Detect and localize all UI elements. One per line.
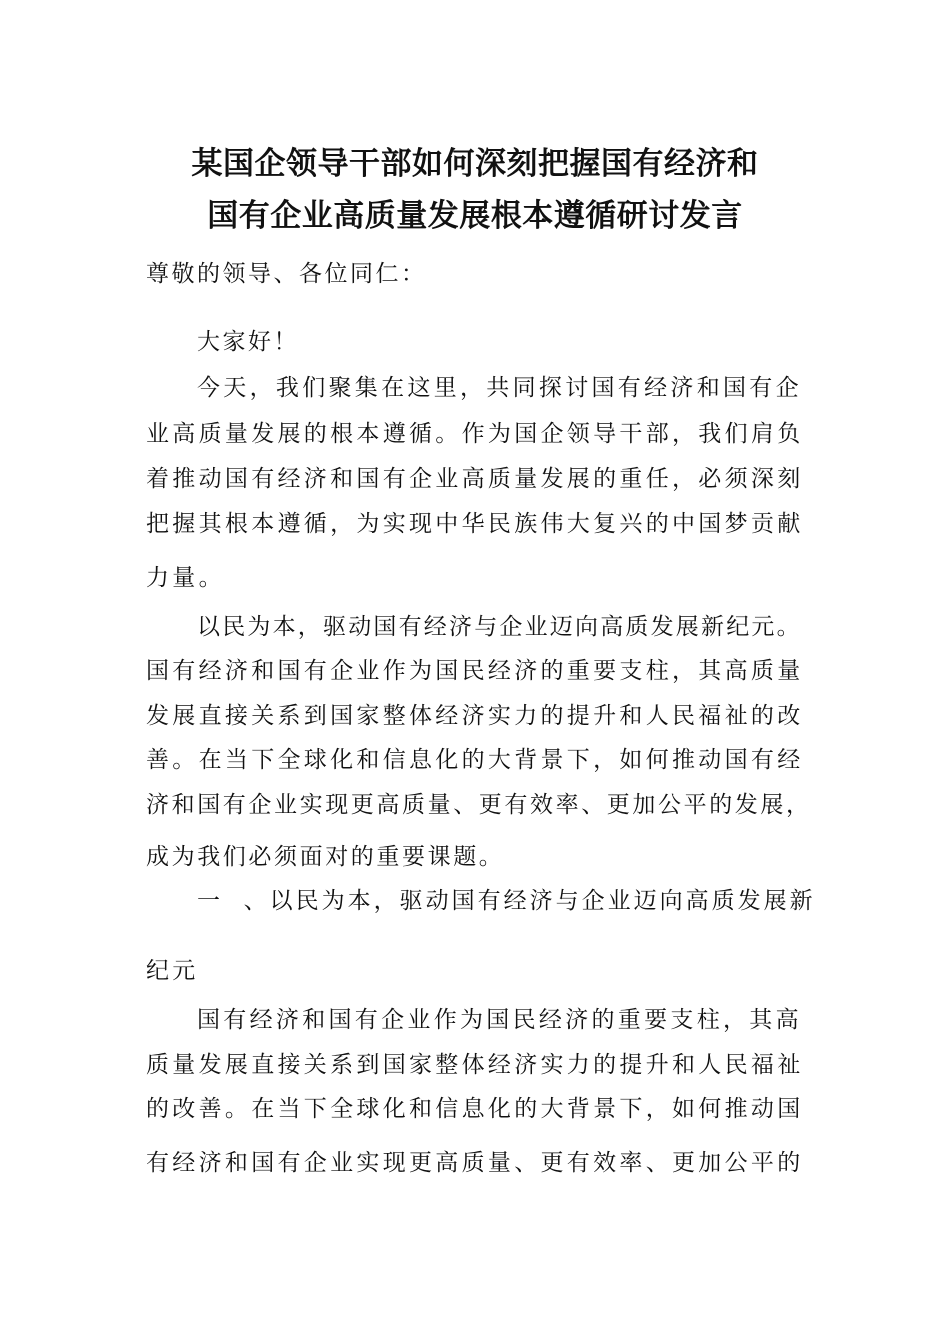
paragraph-2-line: 发展直接关系到国家整体经济实力的提升和人民福祉的改 — [146, 703, 804, 729]
paragraph-1-line: 今天，我们聚集在这里，共同探讨国有经济和国有企 — [197, 375, 802, 401]
paragraph-3-line: 有经济和国有企业实现更高质量、更有效率、更加公平的 — [146, 1150, 804, 1176]
paragraph-1-line: 着推动国有经济和国有企业高质量发展的重任，必须深刻 — [146, 466, 804, 492]
paragraph-2-line: 国有经济和国有企业作为国民经济的重要支柱，其高质量 — [146, 658, 804, 684]
document-title-line-2: 国有企业高质量发展根本遵循研讨发言 — [207, 198, 743, 234]
section-heading-1-line: 一 、以民为本，驱动国有经济与企业迈向高质发展新 — [197, 888, 816, 914]
paragraph-1-line: 力量。 — [146, 565, 225, 591]
paragraph-2-line: 以民为本，驱动国有经济与企业迈向高质发展新纪元。 — [197, 614, 802, 640]
document-title-line-1: 某国企领导干部如何深刻把握国有经济和 — [191, 146, 759, 182]
section-heading-1-line: 纪元 — [146, 958, 199, 984]
paragraph-2-line: 成为我们必须面对的重要课题。 — [146, 844, 505, 870]
paragraph-2-line: 济和国有企业实现更高质量、更有效率、更加公平的发展， — [146, 792, 812, 818]
paragraph-1-line: 把握其根本遵循，为实现中华民族伟大复兴的中国梦贡献 — [146, 511, 804, 537]
paragraph-3-line: 的改善。在当下全球化和信息化的大背景下，如何推动国 — [146, 1096, 804, 1122]
salutation: 尊敬的领导、各位同仁： — [146, 261, 427, 287]
paragraph-2-line: 善。在当下全球化和信息化的大背景下，如何推动国有经 — [146, 747, 804, 773]
greeting: 大家好！ — [197, 329, 299, 355]
paragraph-3-line: 国有经济和国有企业作为国民经济的重要支柱，其高 — [197, 1007, 802, 1033]
paragraph-1-line: 业高质量发展的根本遵循。作为国企领导干部，我们肩负 — [146, 421, 804, 447]
paragraph-3-line: 质量发展直接关系到国家整体经济实力的提升和人民福祉 — [146, 1052, 804, 1078]
